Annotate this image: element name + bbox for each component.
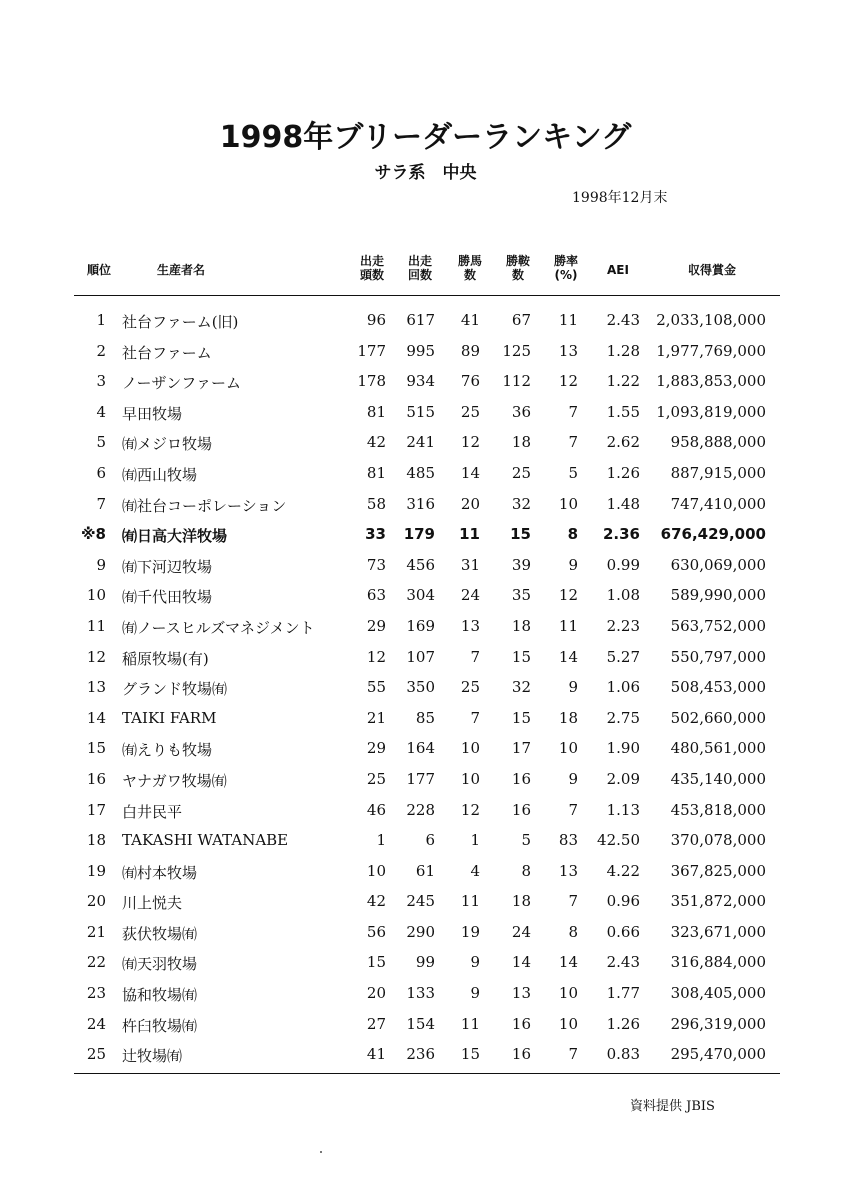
header-divider <box>74 295 780 296</box>
cell-rank: 22 <box>86 953 106 972</box>
cell-starts: 304 <box>406 586 435 605</box>
header-starts-line1: 出走 <box>407 254 432 268</box>
table-row <box>0 642 851 673</box>
cell-heads: 29 <box>366 739 386 758</box>
cell-breeder-name: 早田牧場 <box>122 404 183 423</box>
cell-win-pct: 7 <box>568 892 578 911</box>
cell-earnings: 295,470,000 <box>670 1045 766 1064</box>
cell-rank: 16 <box>86 769 106 788</box>
cell-wins: 13 <box>511 984 531 1003</box>
cell-earnings: 316,884,000 <box>670 953 766 972</box>
cell-winning-horses: 15 <box>460 1045 480 1064</box>
cell-heads: 73 <box>366 555 386 574</box>
cell-earnings: 563,752,000 <box>670 616 766 635</box>
cell-wins: 112 <box>502 372 531 391</box>
cell-winning-horses: 11 <box>460 892 480 911</box>
cell-win-pct: 8 <box>567 525 578 544</box>
cell-aei: 2.43 <box>606 311 640 329</box>
cell-win-pct: 9 <box>568 555 578 574</box>
cell-aei: 1.08 <box>606 586 640 605</box>
cell-winning-horses: 19 <box>460 922 480 941</box>
table-row <box>0 978 851 1009</box>
cell-rank: 3 <box>96 372 106 391</box>
table-row <box>0 825 851 856</box>
cell-win-pct: 8 <box>568 922 578 941</box>
cell-rank: 11 <box>86 616 106 635</box>
cell-starts: 99 <box>415 953 435 972</box>
cell-win-pct: 14 <box>558 647 578 666</box>
cell-starts: 995 <box>406 341 435 360</box>
cell-aei: 0.83 <box>606 1045 640 1064</box>
cell-earnings: 887,915,000 <box>670 463 766 482</box>
table-row <box>0 305 851 336</box>
cell-aei: 1.77 <box>606 984 640 1003</box>
header-starts-line2: 回数 <box>407 268 432 282</box>
cell-wins: 18 <box>511 892 531 911</box>
cell-win-pct: 13 <box>558 341 578 360</box>
header-wins <box>498 252 538 290</box>
cell-heads: 63 <box>366 586 386 605</box>
cell-aei: 2.43 <box>606 953 640 972</box>
cell-breeder-name: ㈲千代田牧場 <box>122 588 213 607</box>
cell-heads: 56 <box>366 922 386 941</box>
cell-breeder-name: ノーザンファーム <box>122 374 241 393</box>
cell-wins: 15 <box>511 647 531 666</box>
cell-breeder-name: ㈲天羽牧場 <box>122 955 198 974</box>
cell-heads: 96 <box>366 311 386 329</box>
cell-heads: 177 <box>357 341 386 360</box>
cell-earnings: 550,797,000 <box>670 647 766 666</box>
cell-breeder-name: ㈲日高大洋牧場 <box>122 527 228 546</box>
cell-rank: 20 <box>86 892 106 911</box>
cell-wins: 16 <box>511 769 531 788</box>
cell-aei: 4.22 <box>606 861 640 880</box>
cell-rank: 12 <box>86 647 106 666</box>
cell-earnings: 323,671,000 <box>670 922 766 941</box>
table-row <box>0 917 851 948</box>
cell-wins: 14 <box>511 953 531 972</box>
cell-winning-horses: 12 <box>460 800 480 819</box>
cell-starts: 85 <box>415 708 435 727</box>
cell-wins: 39 <box>511 555 531 574</box>
header-winning-horses-line2: 数 <box>463 268 476 282</box>
cell-win-pct: 12 <box>558 586 578 605</box>
table-row <box>0 672 851 703</box>
cell-breeder-name: 荻伏牧場㈲ <box>122 924 198 943</box>
header-rank: 順位 <box>86 263 111 277</box>
cell-breeder-name: TAIKI FARM <box>122 708 217 727</box>
cell-rank: 7 <box>96 494 106 513</box>
table-row <box>0 886 851 917</box>
cell-starts: 61 <box>415 861 435 880</box>
cell-winning-horses: 9 <box>470 984 480 1003</box>
cell-wins: 16 <box>511 1014 531 1033</box>
cell-aei: 1.28 <box>606 341 640 360</box>
cell-rank: 4 <box>96 402 106 421</box>
cell-winning-horses: 41 <box>460 311 480 329</box>
cell-rank: 6 <box>96 463 106 482</box>
header-starts <box>400 252 440 290</box>
cell-win-pct: 18 <box>558 708 578 727</box>
cell-earnings: 630,069,000 <box>670 555 766 574</box>
cell-heads: 1 <box>376 831 386 850</box>
cell-breeder-name: ㈲ノースヒルズマネジメント <box>122 618 315 637</box>
cell-starts: 456 <box>406 555 435 574</box>
table-row <box>0 550 851 581</box>
cell-breeder-name: TAKASHI WATANABE <box>122 831 289 850</box>
cell-earnings: 502,660,000 <box>670 708 766 727</box>
cell-win-pct: 9 <box>568 769 578 788</box>
cell-starts: 133 <box>406 984 435 1003</box>
cell-winning-horses: 12 <box>460 433 480 452</box>
ranking-table <box>0 305 851 1070</box>
cell-winning-horses: 89 <box>460 341 480 360</box>
cell-earnings: 1,883,853,000 <box>656 372 766 391</box>
cell-aei: 0.96 <box>606 892 640 911</box>
cell-rank: 18 <box>86 831 106 850</box>
cell-rank: 13 <box>86 678 106 697</box>
cell-aei: 2.09 <box>606 769 640 788</box>
header-win-pct-line1: 勝率 <box>553 254 578 268</box>
cell-winning-horses: 7 <box>470 708 480 727</box>
table-row <box>0 336 851 367</box>
cell-starts: 236 <box>406 1045 435 1064</box>
cell-winning-horses: 1 <box>470 831 480 850</box>
page-subtitle: サラ系 中央 <box>374 163 477 183</box>
cell-breeder-name: 白井民平 <box>122 802 183 821</box>
cell-starts: 228 <box>406 800 435 819</box>
cell-win-pct: 13 <box>558 861 578 880</box>
cell-winning-horses: 9 <box>470 953 480 972</box>
cell-starts: 290 <box>406 922 435 941</box>
cell-heads: 58 <box>366 494 386 513</box>
cell-earnings: 1,977,769,000 <box>656 341 766 360</box>
cell-breeder-name: ㈲えりも牧場 <box>122 741 213 760</box>
table-row <box>0 947 851 978</box>
cell-rank: 5 <box>96 433 106 452</box>
cell-win-pct: 10 <box>558 984 578 1003</box>
cell-aei: 42.50 <box>597 831 640 850</box>
cell-earnings: 958,888,000 <box>670 433 766 452</box>
cell-starts: 164 <box>406 739 435 758</box>
cell-breeder-name: ㈲下河辺牧場 <box>122 557 213 576</box>
cell-winning-horses: 76 <box>460 372 480 391</box>
cell-win-pct: 7 <box>568 1045 578 1064</box>
cell-wins: 8 <box>521 861 531 880</box>
cell-earnings: 435,140,000 <box>670 769 766 788</box>
cell-heads: 81 <box>366 402 386 421</box>
cell-starts: 177 <box>406 769 435 788</box>
table-row <box>0 397 851 428</box>
cell-wins: 32 <box>511 494 531 513</box>
cell-earnings: 508,453,000 <box>670 678 766 697</box>
cell-wins: 25 <box>511 463 531 482</box>
cell-starts: 154 <box>406 1014 435 1033</box>
header-heads-line2: 頭数 <box>359 268 384 282</box>
cell-wins: 35 <box>511 586 531 605</box>
cell-wins: 17 <box>511 739 531 758</box>
cell-rank: 15 <box>86 739 106 758</box>
cell-aei: 2.62 <box>606 433 640 452</box>
as-of-date: 1998年12月末 <box>572 190 668 206</box>
table-row <box>0 764 851 795</box>
cell-breeder-name: 稲原牧場(有) <box>122 649 209 668</box>
cell-breeder-name: ㈲社台コーポレーション <box>122 496 287 515</box>
cell-heads: 10 <box>366 861 386 880</box>
cell-rank: 24 <box>86 1014 106 1033</box>
cell-wins: 67 <box>511 311 531 329</box>
cell-starts: 617 <box>406 311 435 329</box>
header-earnings: 収得賞金 <box>687 263 736 277</box>
cell-heads: 21 <box>366 708 386 727</box>
header-heads-line1: 出走 <box>359 254 384 268</box>
cell-aei: 2.36 <box>602 525 640 544</box>
cell-starts: 934 <box>406 372 435 391</box>
cell-rank: 23 <box>86 984 106 1003</box>
cell-winning-horses: 7 <box>470 647 480 666</box>
cell-earnings: 747,410,000 <box>670 494 766 513</box>
cell-heads: 42 <box>366 892 386 911</box>
cell-winning-horses: 25 <box>460 678 480 697</box>
cell-wins: 5 <box>521 831 531 850</box>
cell-heads: 178 <box>357 372 386 391</box>
cell-heads: 27 <box>366 1014 386 1033</box>
cell-rank: 25 <box>86 1045 106 1064</box>
cell-rank: ※8 <box>80 525 106 544</box>
cell-win-pct: 7 <box>568 800 578 819</box>
table-row <box>0 427 851 458</box>
cell-win-pct: 10 <box>558 1014 578 1033</box>
cell-heads: 25 <box>366 769 386 788</box>
cell-win-pct: 83 <box>558 831 578 850</box>
cell-aei: 0.99 <box>606 555 640 574</box>
header-winning-horses-line1: 勝馬 <box>457 254 482 268</box>
cell-winning-horses: 25 <box>460 402 480 421</box>
cell-win-pct: 11 <box>558 616 578 635</box>
cell-wins: 15 <box>510 525 531 544</box>
table-row <box>0 1039 851 1070</box>
cell-aei: 1.55 <box>606 402 640 421</box>
cell-win-pct: 7 <box>568 402 578 421</box>
cell-winning-horses: 11 <box>459 525 480 544</box>
cell-breeder-name: ヤナガワ牧場㈲ <box>122 771 227 790</box>
cell-aei: 5.27 <box>606 647 640 666</box>
cell-wins: 18 <box>511 616 531 635</box>
cell-breeder-name: 社台ファーム(旧) <box>122 313 239 331</box>
cell-aei: 1.13 <box>606 800 640 819</box>
cell-win-pct: 14 <box>558 953 578 972</box>
cell-aei: 2.23 <box>606 616 640 635</box>
table-row <box>0 611 851 642</box>
cell-earnings: 2,033,108,000 <box>656 311 766 329</box>
cell-rank: 2 <box>96 341 106 360</box>
cell-wins: 24 <box>511 922 531 941</box>
cell-breeder-name: ㈲西山牧場 <box>122 465 198 484</box>
cell-aei: 1.22 <box>606 372 640 391</box>
cell-win-pct: 10 <box>558 494 578 513</box>
cell-starts: 316 <box>406 494 435 513</box>
header-wins-line2: 数 <box>511 268 524 282</box>
scan-speck <box>320 1151 322 1153</box>
cell-breeder-name: 杵臼牧場㈲ <box>122 1016 198 1035</box>
cell-aei: 1.48 <box>606 494 640 513</box>
cell-breeder-name: ㈲村本牧場 <box>122 863 198 882</box>
cell-win-pct: 10 <box>558 739 578 758</box>
cell-heads: 12 <box>366 647 386 666</box>
cell-starts: 169 <box>406 616 435 635</box>
page-title: 1998年ブリーダーランキング <box>219 120 632 155</box>
cell-earnings: 676,429,000 <box>660 525 766 544</box>
cell-winning-horses: 14 <box>460 463 480 482</box>
cell-earnings: 308,405,000 <box>670 984 766 1003</box>
source-credit: 資料提供 JBIS <box>630 1099 715 1114</box>
cell-winning-horses: 4 <box>470 861 480 880</box>
cell-breeder-name: 辻牧場㈲ <box>122 1047 183 1066</box>
cell-starts: 515 <box>406 402 435 421</box>
cell-rank: 19 <box>86 861 106 880</box>
table-row <box>0 795 851 826</box>
cell-heads: 42 <box>366 433 386 452</box>
cell-earnings: 589,990,000 <box>670 586 766 605</box>
cell-rank: 14 <box>86 708 106 727</box>
cell-heads: 33 <box>365 525 386 544</box>
table-row <box>0 489 851 520</box>
cell-wins: 125 <box>502 341 531 360</box>
cell-heads: 20 <box>366 984 386 1003</box>
cell-earnings: 1,093,819,000 <box>656 402 766 421</box>
header-win-pct-line2: (%) <box>554 268 578 282</box>
cell-win-pct: 5 <box>568 463 578 482</box>
table-row <box>0 703 851 734</box>
cell-win-pct: 9 <box>568 678 578 697</box>
table-row <box>0 519 851 550</box>
cell-aei: 1.06 <box>606 678 640 697</box>
cell-earnings: 370,078,000 <box>670 831 766 850</box>
cell-breeder-name: 社台ファーム <box>122 343 212 362</box>
cell-earnings: 367,825,000 <box>670 861 766 880</box>
cell-aei: 2.75 <box>606 708 640 727</box>
cell-rank: 17 <box>86 800 106 819</box>
cell-earnings: 296,319,000 <box>670 1014 766 1033</box>
cell-wins: 16 <box>511 800 531 819</box>
table-row <box>0 580 851 611</box>
cell-rank: 21 <box>86 922 106 941</box>
header-win-pct <box>544 252 588 290</box>
cell-starts: 485 <box>406 463 435 482</box>
cell-rank: 1 <box>96 311 106 329</box>
footer-divider <box>74 1073 780 1074</box>
cell-wins: 32 <box>511 678 531 697</box>
cell-heads: 55 <box>366 678 386 697</box>
cell-heads: 41 <box>366 1045 386 1064</box>
cell-wins: 18 <box>511 433 531 452</box>
cell-wins: 36 <box>511 402 531 421</box>
cell-earnings: 453,818,000 <box>670 800 766 819</box>
cell-rank: 10 <box>86 586 106 605</box>
cell-winning-horses: 13 <box>460 616 480 635</box>
cell-earnings: 351,872,000 <box>670 892 766 911</box>
table-row <box>0 1009 851 1040</box>
cell-heads: 15 <box>366 953 386 972</box>
header-name: 生産者名 <box>156 263 205 277</box>
cell-aei: 1.26 <box>606 463 640 482</box>
cell-breeder-name: グランド牧場㈲ <box>122 680 228 699</box>
cell-aei: 1.90 <box>606 739 640 758</box>
cell-winning-horses: 11 <box>460 1014 480 1033</box>
header-aei: AEI <box>607 263 629 277</box>
cell-winning-horses: 24 <box>460 586 480 605</box>
cell-win-pct: 12 <box>558 372 578 391</box>
cell-starts: 107 <box>406 647 435 666</box>
cell-starts: 179 <box>403 525 435 544</box>
cell-breeder-name: ㈲メジロ牧場 <box>122 435 213 454</box>
table-row <box>0 458 851 489</box>
table-row <box>0 856 851 887</box>
cell-earnings: 480,561,000 <box>670 739 766 758</box>
cell-winning-horses: 20 <box>460 494 480 513</box>
cell-starts: 241 <box>406 433 435 452</box>
cell-heads: 46 <box>366 800 386 819</box>
cell-starts: 245 <box>406 892 435 911</box>
cell-heads: 81 <box>366 463 386 482</box>
header-heads <box>352 252 392 290</box>
cell-breeder-name: 川上悦夫 <box>122 894 183 913</box>
cell-heads: 29 <box>366 616 386 635</box>
cell-win-pct: 11 <box>558 311 578 329</box>
cell-wins: 15 <box>511 708 531 727</box>
cell-wins: 16 <box>511 1045 531 1064</box>
cell-aei: 1.26 <box>606 1014 640 1033</box>
header-wins-line1: 勝鞍 <box>505 254 530 268</box>
cell-win-pct: 7 <box>568 433 578 452</box>
header-winning-horses <box>450 252 490 290</box>
cell-winning-horses: 10 <box>460 739 480 758</box>
cell-breeder-name: 協和牧場㈲ <box>122 986 198 1005</box>
cell-aei: 0.66 <box>606 922 640 941</box>
cell-starts: 350 <box>406 678 435 697</box>
cell-rank: 9 <box>96 555 106 574</box>
cell-winning-horses: 10 <box>460 769 480 788</box>
table-row <box>0 733 851 764</box>
table-row <box>0 366 851 397</box>
cell-starts: 6 <box>425 831 435 850</box>
cell-winning-horses: 31 <box>460 555 480 574</box>
